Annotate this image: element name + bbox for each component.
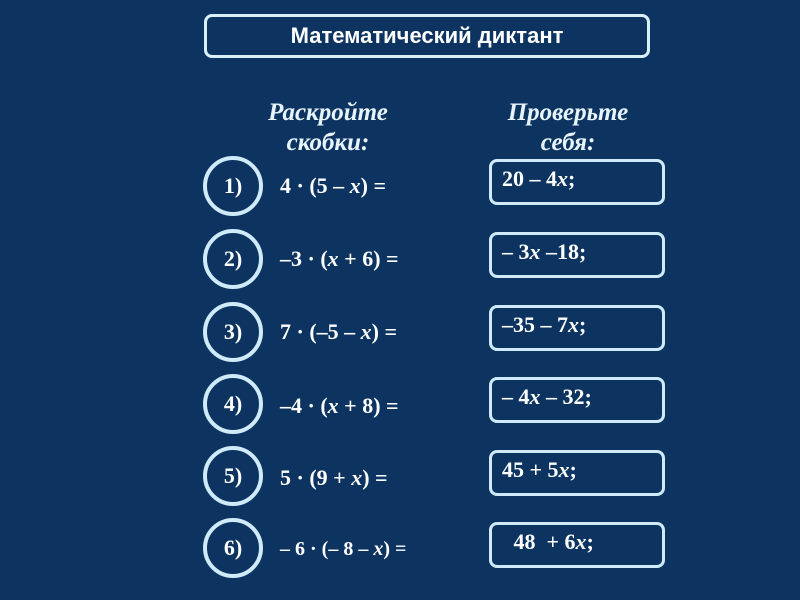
variable-x: x — [529, 384, 541, 409]
row-number-2 — [203, 229, 263, 289]
variable-x: x — [557, 166, 568, 191]
answer-text: 45 + 5x; — [502, 457, 577, 482]
answer-box-3 — [489, 305, 665, 351]
row-number-label: 3) — [223, 319, 243, 344]
row-number-label: 1) — [223, 173, 243, 198]
row-number-label: 4) — [223, 391, 243, 416]
variable-x: x — [575, 529, 587, 554]
row-number-1 — [203, 156, 263, 216]
expression-1: 4 · (5 – x) = — [280, 173, 387, 198]
left-header-line2: скобки: — [286, 129, 370, 156]
row-number-6 — [203, 518, 263, 578]
expression-2: –3 · (x + 6) = — [280, 246, 399, 271]
answer-text: 48 + 6x; — [513, 529, 594, 554]
title-box — [204, 14, 650, 58]
answer-text: 20 – 4x; — [502, 166, 576, 191]
variable-x: x — [327, 393, 339, 418]
row-number-label: 6) — [223, 535, 243, 560]
row-number-5 — [203, 446, 263, 506]
left-header-line1: Раскройте — [268, 99, 388, 126]
right-header-line2: себя: — [540, 129, 596, 156]
answer-text: – 3x –18; — [502, 239, 587, 264]
answer-box-4 — [489, 377, 665, 423]
variable-x: x — [349, 173, 361, 198]
row-number-3 — [203, 302, 263, 362]
variable-x: x — [360, 319, 372, 344]
answer-text: – 4x – 32; — [502, 384, 592, 409]
answer-box-2 — [489, 232, 665, 278]
answer-box-1 — [489, 159, 665, 205]
page-title: Математический диктант — [290, 23, 564, 48]
right-column-header — [476, 98, 660, 158]
expression-3: 7 · (–5 – x) = — [280, 319, 398, 344]
variable-x: x — [529, 239, 541, 264]
answer-text: –35 – 7x; — [502, 312, 587, 337]
expression-4: –4 · (x + 8) = — [280, 393, 399, 418]
expression-5: 5 · (9 + x) = — [280, 465, 388, 490]
row-number-4 — [203, 374, 263, 434]
variable-x: x — [327, 246, 339, 271]
row-number-label: 5) — [223, 463, 243, 488]
answer-box-5 — [489, 450, 665, 496]
right-header-line1: Проверьте — [507, 99, 629, 126]
variable-x: x — [373, 538, 384, 560]
left-column-header — [236, 98, 420, 158]
variable-x: x — [568, 312, 579, 337]
answer-box-6 — [489, 522, 665, 568]
variable-x: x — [558, 457, 570, 482]
row-number-label: 2) — [223, 246, 243, 271]
variable-x: x — [351, 465, 363, 490]
expression-6: – 6 · (– 8 – x) = — [280, 538, 407, 560]
